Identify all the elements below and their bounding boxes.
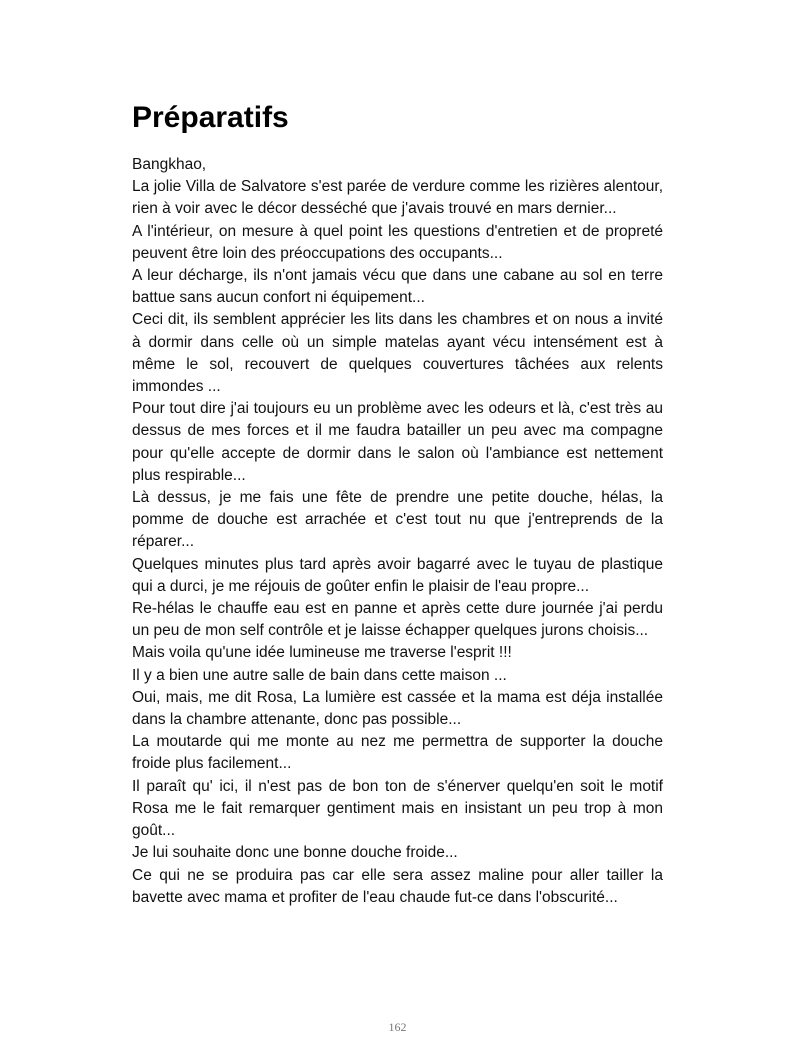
paragraph: Il paraît qu' ici, il n'est pas de bon ton de s'énerver quelqu'en soit le motif Rosa me le fait remarquer gentiment mais en insistant un peu trop à mon goût... [132,777,663,840]
paragraph: La moutarde qui me monte au nez me permettra de supporter la douche froide plus facilement... [132,733,663,773]
paragraph: A leur décharge, ils n'ont jamais vécu que dans une cabane au sol en terre battue sans aucun confort ni équipement... [132,267,663,307]
paragraph: Quelques minutes plus tard après avoir bagarré avec le tuyau de plastique qui a durci, je me réjouis de goûter enfin le plaisir de l'eau propre... [132,555,663,595]
paragraph: Mais voila qu'une idée lumineuse me traverse l'esprit !!! [132,644,512,662]
paragraph: La jolie Villa de Salvatore s'est parée de verdure comme les rizières alentour, rien à voir avec le décor desséché que j'avais trouvé en mars dernier... [132,178,663,218]
paragraph: Oui, mais, me dit Rosa, La lumière est cassée et la mama est déja installée dans la chambre attenante, donc pas possible... [132,688,663,729]
page-title: Préparatifs [132,101,289,134]
paragraph: Ce qui ne se produira pas car elle sera assez maline pour aller tailler la bavette avec mama et profiter de l'eau chaude fut-ce dans l'obscurité... [132,866,663,906]
paragraph: Il y a bien une autre salle de bain dans cette maison ... [132,666,507,684]
paragraph: Je lui souhaite donc une bonne douche froide... [132,844,458,862]
paragraph: Là dessus, je me fais une fête de prendre une petite douche, hélas, la pomme de douche est arrachée et c'est tout nu que j'entreprends de la réparer... [132,489,663,551]
page-number: 162 [388,1020,407,1034]
paragraph: A l'intérieur, on mesure à quel point les questions d'entretien et de propreté peuvent être loin des préoccupations des occupants... [132,222,663,262]
paragraph: Re-hélas le chauffe eau est en panne et après cette dure journée j'ai perdu un peu de mon self contrôle et je laisse échapper quelques jurons choisis... [132,600,663,640]
paragraph: Pour tout dire j'ai toujours eu un problème avec les odeurs et là, c'est très au dessus de mes forces et il me faudra batailler un peu avec ma compagne pour qu'elle accepte de dormir dans le salon où l'ambiance est nettement plus respirable... [132,400,663,484]
body-text [132,154,663,909]
paragraph: Bangkhao, [132,156,207,173]
paragraph: Ceci dit, ils semblent apprécier les lits dans les chambres et on nous a invité à dormir dans celle où un simple matelas ayant vécu intensément est à même le sol, recouvert de quelques couvertures tâchées aux relents immondes ... [132,311,663,396]
